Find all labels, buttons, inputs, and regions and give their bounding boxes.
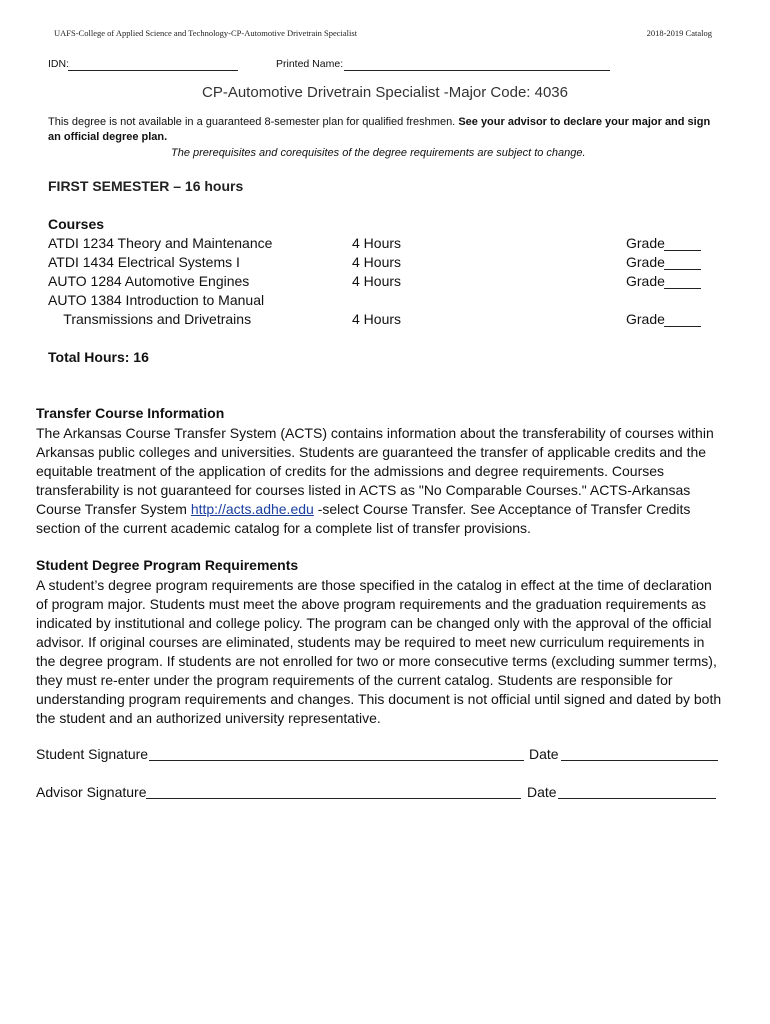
semester-title: FIRST SEMESTER – 16 hours — [48, 178, 244, 194]
course-row — [0, 254, 770, 273]
student-signature-field[interactable] — [149, 748, 524, 761]
header-catalog-year: 2018-2019 Catalog — [646, 28, 712, 38]
advisor-signature-field[interactable] — [146, 786, 521, 799]
notice-text: This degree is not available in a guaranteed 8-semester plan for qualified freshmen. — [48, 116, 456, 128]
courses-heading: Courses — [48, 216, 105, 232]
requirements-heading: Student Degree Program Requirements — [36, 557, 299, 573]
total-hours: Total Hours: 16 — [48, 349, 149, 365]
course-hours: 4 Hours — [352, 311, 402, 327]
transfer-text-continued: -select Course Transfer. See Acceptance of Transfer Credits section of the current academic catalog for a complete list of transfer provisions. — [36, 501, 691, 536]
course-name: AUTO 1384 Introduction to Manual — [48, 292, 265, 308]
advisor-date-label: Date — [527, 784, 557, 800]
header-institution: UAFS-College of Applied Science and Technology-CP-Automotive Drivetrain Specialist — [54, 28, 358, 38]
course-name: ATDI 1234 Theory and Maintenance — [48, 235, 273, 251]
idn-field[interactable] — [68, 58, 238, 71]
course-hours: 4 Hours — [352, 273, 402, 289]
student-date-label: Date — [529, 746, 559, 762]
printed-name-label: Printed Name: — [276, 58, 344, 70]
grade-label: Grade — [626, 311, 665, 327]
advisor-signature-row — [36, 784, 736, 802]
page-title: CP-Automotive Drivetrain Specialist -Major Code: 4036 — [202, 84, 568, 101]
grade-label: Grade — [626, 235, 665, 251]
course-name: ATDI 1434 Electrical Systems I — [48, 254, 240, 270]
grade-field[interactable] — [664, 237, 701, 251]
acts-link[interactable]: http://acts.adhe.edu — [190, 501, 314, 517]
course-name: Transmissions and Drivetrains — [48, 311, 252, 327]
notice-paragraph — [48, 115, 718, 145]
course-hours: 4 Hours — [352, 254, 402, 270]
transfer-paragraph — [36, 424, 726, 538]
course-row — [0, 311, 770, 330]
course-hours: 4 Hours — [352, 235, 402, 251]
advisor-date-field[interactable] — [558, 786, 716, 799]
notice-italic-text: The prerequisites and corequisites of the degree requirements are subject to change. — [171, 147, 586, 159]
idn-label: IDN: — [48, 58, 69, 70]
course-row — [0, 235, 770, 254]
grade-field[interactable] — [664, 256, 701, 270]
transfer-heading: Transfer Course Information — [36, 405, 225, 421]
transfer-text: The Arkansas Course Transfer System (ACTS) contains information about the transferability of courses within Arkansas public colleges and universities. Students are guaranteed the transfer of applicable credits and the equitable treatment of the application of credits for the admissions and degree requirements. Courses transferability is not guaranteed for courses listed in ACTS as "No Comparable Courses." ACTS-Arkansas Course Transfer System — [36, 425, 714, 517]
student-signature-row — [36, 746, 736, 764]
advisor-signature-label: Advisor Signature — [36, 784, 147, 800]
notice-bold-text: See your advisor to declare your major and sign an official degree plan. — [48, 116, 711, 143]
course-row — [0, 273, 770, 292]
requirements-paragraph: A student’s degree program requirements are those specified in the catalog in effect at the time of declaration of program major. Students must meet the above program requirements and the graduation requirements as indicated by institutional and college policy. The program can be changed only with the approval of the official advisor. If original courses are eliminated, students may be required to meet new curriculum requirements in the degree program. If students are not enrolled for two or more consecutive terms (excluding summer terms), they must re-enter under the program requirements of the current catalog. Students are responsible for understanding program requirements and changes. This document is not official until signed and dated by both the student and an authorized university representative. — [36, 577, 722, 726]
grade-field[interactable] — [664, 313, 701, 327]
student-date-field[interactable] — [561, 748, 718, 761]
grade-label: Grade — [626, 273, 665, 289]
course-name: AUTO 1284 Automotive Engines — [48, 273, 250, 289]
grade-field[interactable] — [664, 275, 701, 289]
grade-label: Grade — [626, 254, 665, 270]
student-signature-label: Student Signature — [36, 746, 149, 762]
id-row — [48, 58, 618, 74]
course-row — [0, 292, 770, 311]
printed-name-field[interactable] — [344, 58, 610, 71]
